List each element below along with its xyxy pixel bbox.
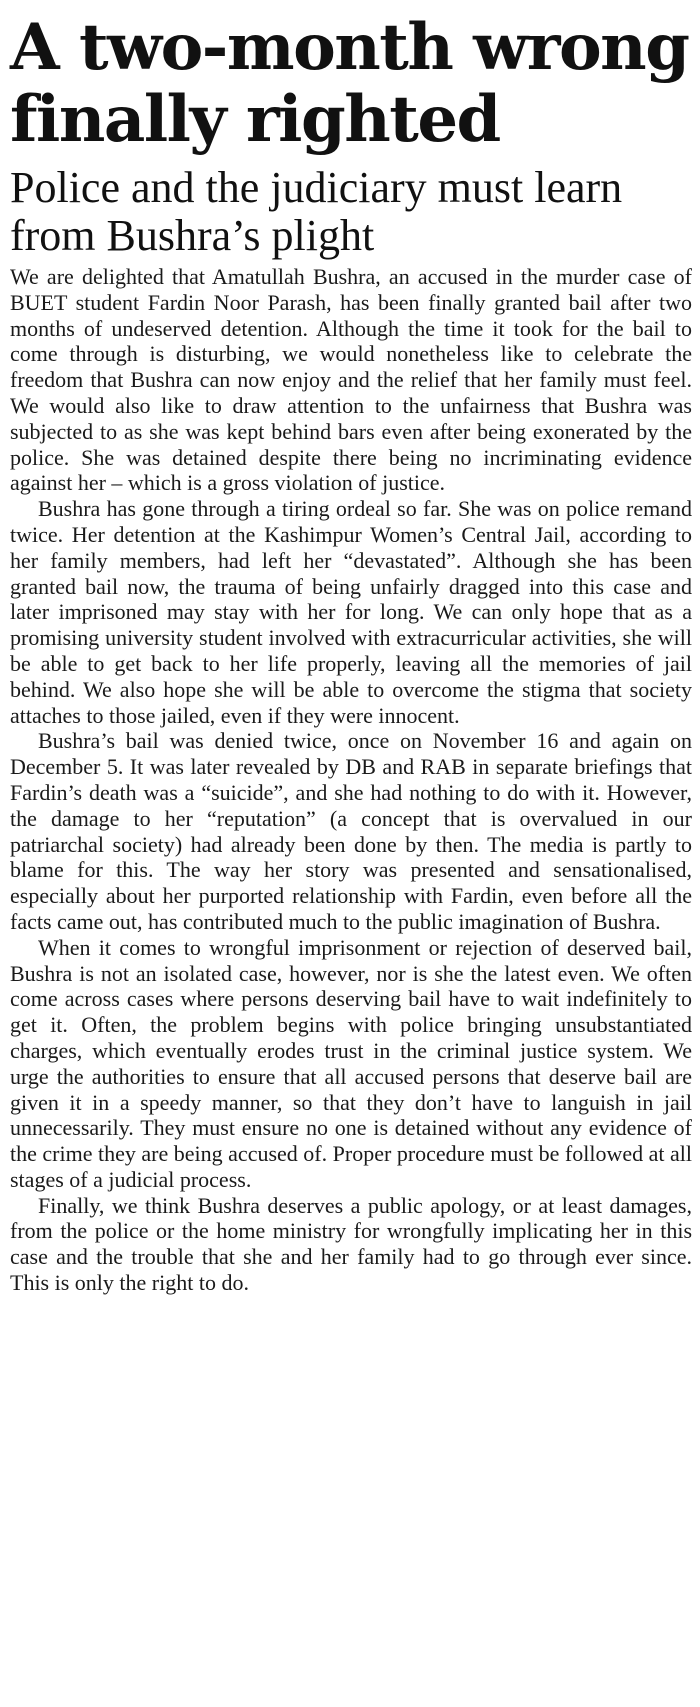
subheadline: Police and the judiciary must learn from Bushra’s plight [10,163,623,260]
paragraph-5: Finally, we think Bushra deserves a public apology, or at least damages, from the police or the home ministry for wrongfully implicating her in this case and the trouble that she and her family had to go through ever since. This is only the right to do. [10,1192,692,1296]
headline: A two-month wrong finally righted [10,10,689,157]
paragraph-1: We are delighted that Amatullah Bushra, an accused in the murder case of BUET student Fardin Noor Parash, has been finally granted bail after two months of undeserved detention. Although the time it took for the bail to come through is disturbing, we would nonetheless like to celebrate the freedom that Bushra can now enjoy and the relief that her family must feel. We would also like to draw attention to the unfairness that Bushra was subjected to as she was kept behind bars even after being exonerated by the police. She was detained despite there being no incriminating evidence against her – which is a gross violation of justice. [10,264,692,496]
paragraph-4: When it comes to wrongful imprisonment or rejection of deserved bail, Bushra is not an isolated case, however, nor is she the latest even. We often come across cases where persons deserving bail have to wait indefinitely to get it. Often, the problem begins with police bringing unsubstantiated charges, which eventually erodes trust in the criminal justice system. We urge the authorities to ensure that all accused persons that deserve bail are given it in a speedy manner, so that they don’t have to languish in jail unnecessarily. They must ensure no one is detained without any evidence of the crime they are being accused of. Proper procedure must be followed at all stages of a judicial process. [10,934,692,1192]
paragraph-2: Bushra has gone through a tiring ordeal so far. She was on police remand twice. Her detention at the Kashimpur Women’s Central Jail, according to her family members, had left her “devastated”. Although she has been granted bail now, the trauma of being unfairly dragged into this case and later imprisoned may stay with her for long. We can only hope that as a promising university student involved with extracurricular activities, she will be able to get back to her life properly, leaving all the memories of jail behind. We also hope she will be able to overcome the stigma that society attaches to those jailed, even if they were innocent. [10,496,692,728]
article-body [10,264,692,1296]
paragraph-3: Bushra’s bail was denied twice, once on November 16 and again on December 5. It was later revealed by DB and RAB in separate briefings that Fardin’s death was a “suicide”, and she had nothing to do with it. However, the damage to her “reputation” (a concept that is overvalued in our patriarchal society) had already been done by then. The media is partly to blame for this. The way her story was presented and sensationalised, especially about her purported relationship with Fardin, even before all the facts came out, has contributed much to the public imagination of Bushra. [10,728,692,934]
